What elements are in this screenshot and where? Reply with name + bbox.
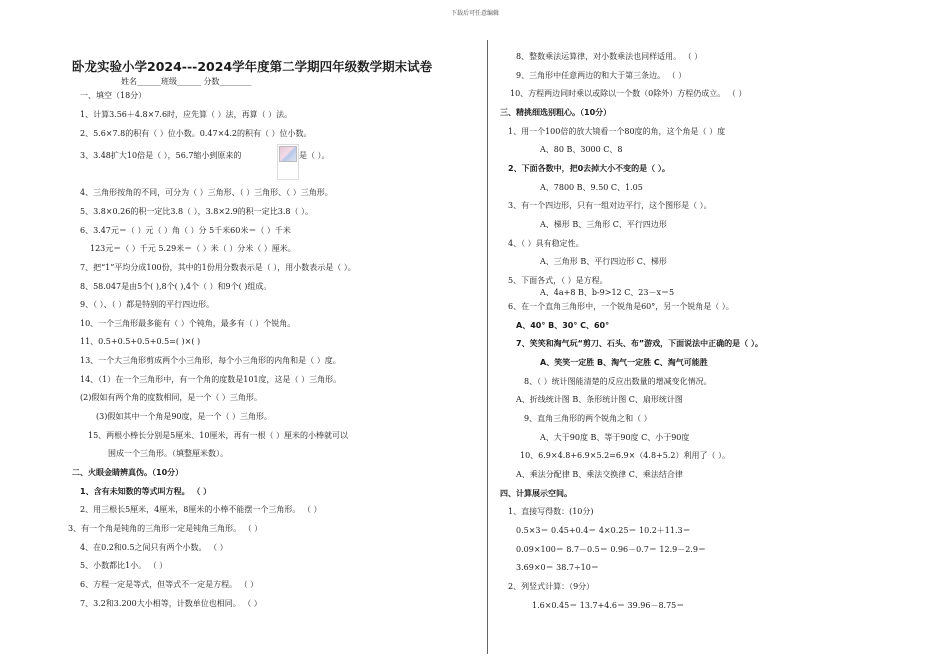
- question-line: 7、笑笑和淘气玩“剪刀、石头、布”游戏，下面说法中正确的是（ ）。: [516, 339, 763, 348]
- question-line: 2、用三根长5厘米，4厘米，8厘米的小棒不能摆一个三角形。 （ ）: [80, 505, 322, 514]
- question-line: 3、有一个四边形，只有一组对边平行，这个图形是（ ）。: [508, 201, 712, 210]
- answer-options: A、三角形 B、平行四边形 C、梯形: [540, 257, 667, 266]
- question-line: 10、方程两边同时乘以或除以一个数（0除外）方程仍成立。 （ ）: [510, 89, 747, 98]
- column-divider: [487, 40, 488, 654]
- question-line: 2、下面各数中，把0去掉大小不变的是（ ）。: [508, 164, 670, 173]
- question-line: 6、在一个直角三角形中，一个锐角是60°，另一个锐角是（ ）。: [508, 302, 734, 311]
- question-line: 4、在0.2和0.5之间只有两个小数。 （ ）: [80, 543, 228, 552]
- question-line: 5、小数都比1小。 （ ）: [80, 561, 168, 570]
- answer-options: A、4a+8 B、b-9>12 C、23－x＝5: [540, 288, 675, 297]
- question-line: 7、3.2和3.200大小相等，计数单位也相同。 （ ）: [80, 599, 262, 608]
- answer-options: A、40° B、30° C、60°: [516, 321, 610, 330]
- question-line: 15、两根小棒长分别是5厘米、10厘米，再有一根（ ）厘米的小棒就可以: [88, 431, 348, 440]
- calc-row: 3.69×0＝ 38.7÷10＝: [516, 563, 599, 572]
- question-line: 123元＝（ ）千元 5.29米＝（ ）米（ ）分米（ ）厘米。: [90, 244, 296, 253]
- question-line: 13、一个大三角形剪成两个小三角形，每个小三角形的内角和是（ ）度。: [80, 356, 341, 365]
- section-1-heading: 一、填空（18分）: [80, 91, 147, 100]
- question-line: 4、（ ）具有稳定性。: [508, 239, 584, 248]
- question-line: (3)假如其中一个角是90度，是一个（ ）三角形。: [96, 412, 273, 421]
- answer-options: A、7800 B、9.50 C、1.05: [540, 183, 643, 192]
- question-line: 9、（ ）、（ ）都是特别的平行四边形。: [80, 300, 215, 309]
- question-line: 3、3.48扩大10倍是（ ），56.7缩小到原来的: [80, 151, 242, 160]
- question-line: 14、（1）在一个三角形中，有一个角的度数是101度，这是（ ）三角形。: [80, 375, 342, 384]
- question-line: 7、把“1”平均分成100份，其中的1份用分数表示是（ ），用小数表示是（ ）。: [80, 263, 356, 272]
- section-2-heading: 二、火眼金睛辨真伪。（10分）: [72, 468, 184, 477]
- question-line: 8、（ ）统计图能清楚的反应出数量的增减变化情况。: [524, 377, 712, 386]
- question-line: 6、方程一定是等式，但等式不一定是方程。 （ ）: [80, 580, 259, 589]
- question-line: 围成一个三角形。（填整厘米数）。: [108, 449, 228, 458]
- calc-row: 0.5×3＝ 0.45+0.4＝ 4×0.25＝ 10.2＋11.3＝: [516, 526, 691, 535]
- question-line: 1、直接写得数：(10分): [508, 507, 594, 516]
- question-line: 9、直角三角形的两个锐角之和（ ）: [524, 414, 652, 423]
- question-line: 2、5.6×7.8的积有（ ）位小数。0.47×4.2的积有（ ）位小数。: [80, 129, 312, 138]
- answer-options: A、折线统计图 B、条形统计图 C、扇形统计图: [516, 395, 683, 404]
- section-3-heading: 三、精挑细选别粗心。（10分）: [500, 108, 612, 117]
- answer-options: A、笑笑一定胜 B、淘气一定胜 C、淘气可能胜: [540, 358, 708, 367]
- calc-row: 0.09×100＝ 8.7－0.5＝ 0.96－0.7＝ 12.9－2.9＝: [516, 545, 706, 554]
- question-line: 3、有一个角是钝角的三角形一定是钝角三角形。 （ ）: [68, 524, 263, 533]
- page-header: 下载后可任意编辑: [450, 10, 499, 17]
- question-line: (2)假如有两个角的度数相同，是一个（ ）三角形。: [80, 393, 262, 402]
- calc-row: 1.6×0.45＝ 13.7+4.6＝ 39.96－8.75＝: [532, 601, 685, 610]
- answer-options: A、乘法分配律 B、乘法交换律 C、乘法结合律: [516, 470, 683, 479]
- answer-options: A、80 B、3000 C、8: [540, 145, 623, 154]
- question-line: 9、三角形中任意两边的和大于第三条边。 （ ）: [516, 71, 687, 80]
- question-line: 4、三角形按角的不同，可分为（ ）三角形、（ ）三角形、（ ）三角形。: [80, 188, 333, 197]
- question-line: 8、整数乘法运算律，对小数乘法也同样适用。 （ ）: [516, 52, 703, 61]
- question-line: 1、含有未知数的等式叫方程。 （ ）: [80, 487, 212, 496]
- question-line: 1、计算3.56＋4.8×7.6时，应先算（ ）法，再算（ ）法。: [80, 110, 293, 119]
- question-line: 6、3.47元＝（ ）元（ ）角（ ）分 5千米60米＝（ ）千米: [80, 226, 291, 235]
- answer-options: A、大于90度 B、等于90度 C、小于90度: [540, 433, 690, 442]
- question-line: 1、用一个100倍的放大镜看一个80度的角，这个角是（ ）度: [508, 127, 726, 136]
- question-line: 是（ ）。: [299, 151, 330, 160]
- question-line: 5、3.8×0.26的积一定比3.8（ ），3.8×2.9的积一定比3.8（ ）。: [80, 207, 314, 216]
- question-line: 5、下面各式，（ ）是方程。: [508, 276, 608, 285]
- section-4-heading: 四、计算展示空间。: [500, 489, 572, 498]
- question-line: 8、58.047是由5个( ),8个( ),4个（ ）和9个( )组成。: [80, 282, 272, 291]
- student-info: 姓名______班级______ 分数________: [121, 77, 252, 86]
- broken-image-icon: [279, 146, 297, 162]
- exam-title: 卧龙实验小学2024---2024学年度第二学期四年级数学期末试卷: [72, 59, 433, 74]
- question-line: 2、列竖式计算：（9分）: [508, 582, 595, 591]
- answer-options: A、梯形 B、三角形 C、平行四边形: [540, 220, 667, 229]
- question-line: 10、6.9×4.8+6.9×5.2=6.9×（4.8+5.2）利用了（ ）。: [520, 451, 730, 460]
- question-line: 11、0.5+0.5+0.5+0.5=( )×( ): [80, 337, 201, 346]
- question-line: 10、一个三角形最多能有（ ）个钝角，最多有（ ）个锐角。: [80, 319, 296, 328]
